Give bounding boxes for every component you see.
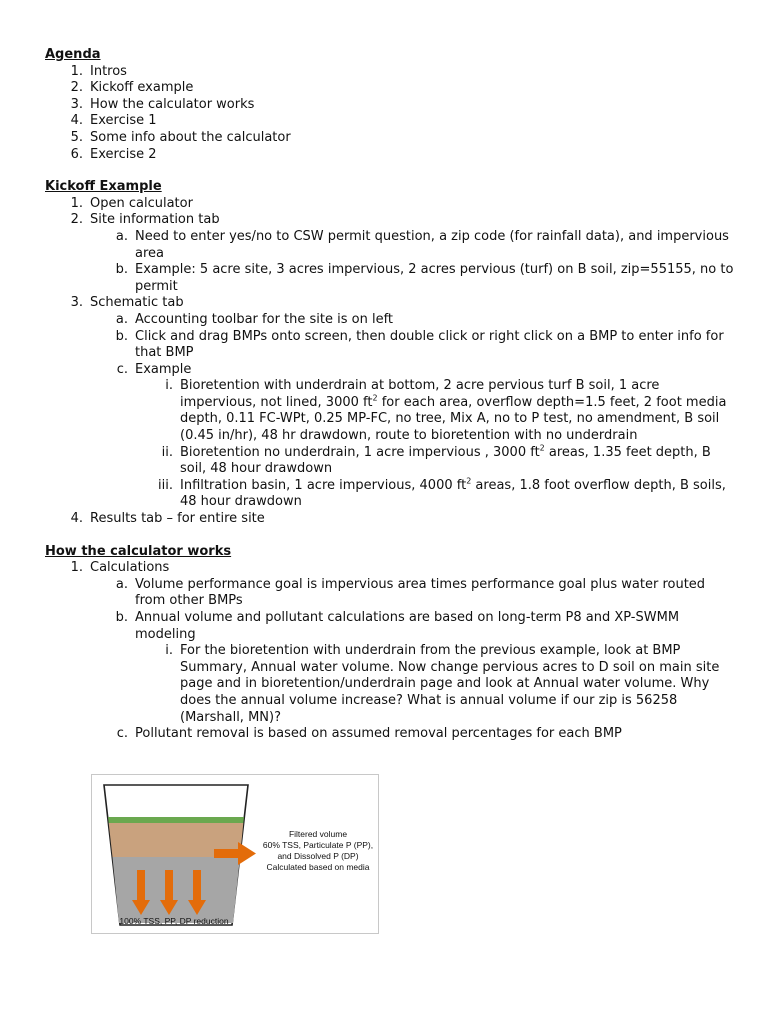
how-section (45, 544, 735, 743)
list-item: a. Need to enter yes/no to CSW permit question, a zip code (for rainfall data), and impervious area (115, 228, 729, 261)
bioretention-figure (91, 774, 379, 934)
list-item: 2. Kickoff example (70, 80, 194, 96)
filtered-label-2: 60% TSS, Particulate P (PP), (262, 840, 374, 850)
list-item: a. Volume performance goal is impervious area times performance goal plus water routed from other BMPs (115, 576, 706, 609)
list-item: 1. Calculations (70, 560, 170, 576)
list-item: b. Annual volume and pollutant calculations are based on long-term P8 and XP-SWMM modeling (115, 610, 680, 642)
agenda-section (45, 47, 735, 163)
bioretention-diagram (92, 775, 378, 933)
list-item: 1. Intros (70, 63, 127, 79)
list-item: 2. Site information tab (70, 212, 220, 228)
agenda-heading: Agenda (45, 47, 101, 62)
list-item: 6. Exercise 2 (70, 146, 157, 162)
kickoff-section (45, 179, 735, 527)
list-item: a. Accounting toolbar for the site is on left (115, 311, 394, 327)
list-item: i. For the bioretention with underdrain from the previous example, look at BMP Summary, Annual water volume. Now change pervious acres to D soil on main site page and in bioretention/underdrain page and look at Annual water volume. Why does the annual volume increase? What is annual volume if our zip is 56258 (Marshall, MN)? (165, 643, 720, 725)
bottom-label: 100% TSS, PP, DP reduction (119, 916, 229, 926)
list-item: 5. Some info about the calculator (70, 129, 291, 145)
list-item: 3. Schematic tab (70, 295, 184, 311)
list-item: 4. Exercise 1 (70, 113, 157, 129)
filtered-label-3: and Dissolved P (DP) (277, 851, 359, 861)
list-item: ii. Bioretention no underdrain, 1 acre impervious , 3000 $ft^2$ areas, 1.35 feet depth, B soil, 48 hour drawdown (161, 443, 711, 477)
filtered-label-4: Calculated based on media (266, 862, 370, 872)
grass-layer (108, 817, 244, 823)
list-item: 4. Results tab – for entire site (70, 511, 265, 527)
list-item: b. Click and drag BMPs onto screen, then double click or right click on a BMP to enter info for that BMP (115, 328, 724, 361)
list-item: iii. Infiltration basin, 1 acre impervious, 4000 $ft^2$ areas, 1.8 foot overflow depth, B soils, 48 hour drawdown (158, 476, 726, 510)
gravel-layer (113, 857, 241, 923)
list-item: c. Pollutant removal is based on assumed removal percentages for each BMP (116, 726, 622, 742)
filtered-label-1: Filtered volume (288, 829, 348, 839)
list-item: b. Example: 5 acre site, 3 acres impervious, 2 acres pervious (turf) on B soil, zip=55155, no to permit (115, 262, 734, 294)
document-page (45, 47, 735, 759)
list-item: 1. Open calculator (70, 195, 193, 211)
kickoff-heading: Kickoff Example (45, 179, 162, 195)
list-item: 3. How the calculator works (70, 96, 255, 112)
list-item: c. Example (116, 361, 192, 377)
how-heading: How the calculator works (45, 543, 232, 559)
list-item: i. Bioretention with underdrain at bottom, 2 acre pervious turf B soil, 1 acre impervious, not lined, 3000 $ft^2$ for each area, overflow depth=1.5 feet, 2 foot media depth, 0.11 FC-WPt, 0.25 MP-FC, no tree, Mix A, no to P test, no amendment, B soil (0.45 in/hr), 48 hr drawdown, route to bioretention with no underdrain (165, 378, 727, 444)
